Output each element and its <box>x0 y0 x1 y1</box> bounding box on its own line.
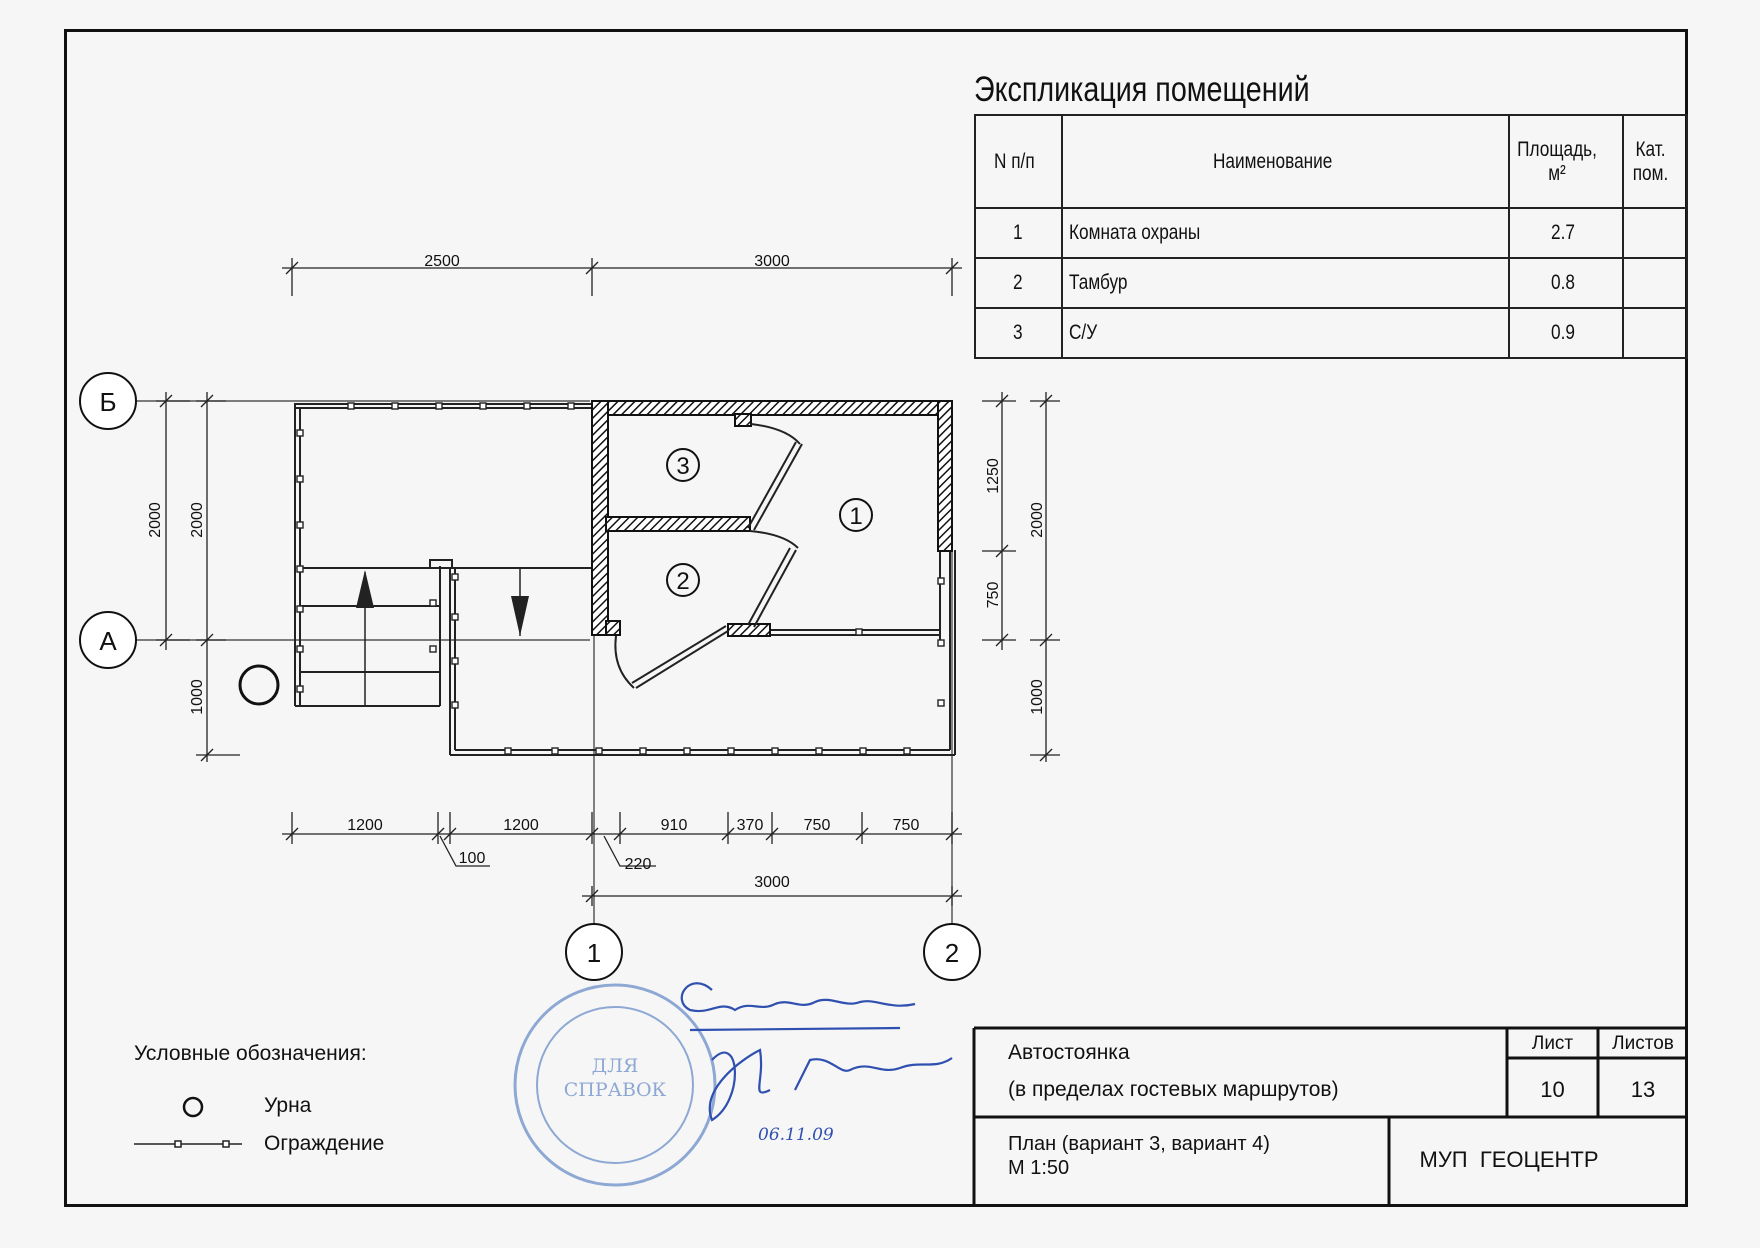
dim-bottom-1200-b: 1200 <box>503 817 539 834</box>
room-2-label: 2 <box>676 568 690 595</box>
legend-urn-label: Урна <box>264 1094 312 1117</box>
svg-text:СПРАВОК: СПРАВОК <box>563 1079 667 1101</box>
header-name: Наименование <box>1062 115 1509 208</box>
header-cat: Кат. пом. <box>1623 115 1687 208</box>
signature-date: 06.11.09 <box>758 1125 834 1145</box>
drawing-line-1: План (вариант 3, вариант 4) <box>1008 1133 1270 1155</box>
signature <box>682 983 952 1145</box>
dim-right-1000: 1000 <box>1029 679 1046 715</box>
row-num: 1 <box>975 208 1062 258</box>
dim-right-2000: 2000 <box>1029 502 1046 538</box>
dim-right-1250: 1250 <box>985 458 1002 494</box>
arrow-down-icon <box>511 596 529 636</box>
dim-top-3000: 3000 <box>754 253 790 270</box>
axis-a-label: А <box>99 626 117 656</box>
header-area: Площадь, м² <box>1509 115 1623 208</box>
legend-fence-label: Ограждение <box>264 1132 385 1155</box>
row-name: Тамбур <box>1062 258 1509 308</box>
dim-bottom-750-a: 750 <box>803 817 831 834</box>
fence-outline <box>295 404 955 755</box>
organization-name: МУП ГЕОЦЕНТР <box>1419 1147 1599 1172</box>
axis-2-label: 2 <box>944 938 960 968</box>
stairs-arrows <box>356 568 529 706</box>
axis-lines <box>136 401 952 960</box>
dim-left-1000: 1000 <box>189 679 206 715</box>
fence-posts <box>297 403 944 754</box>
sheets-total: 13 <box>1630 1077 1656 1102</box>
row-area: 2.7 <box>1509 208 1623 258</box>
project-line-1: Автостоянка <box>1008 1041 1130 1064</box>
row-area: 0.9 <box>1509 308 1623 358</box>
axis-bubbles <box>80 373 980 980</box>
sheet-label: Лист <box>1531 1033 1574 1054</box>
drawing-line-2: М 1:50 <box>1008 1157 1070 1179</box>
dim-bottom-370: 370 <box>736 817 764 834</box>
row-name: С/У <box>1062 308 1509 358</box>
doors <box>615 424 802 688</box>
dim-left-2000-outer: 2000 <box>147 502 164 538</box>
legend-title: Условные обозначения: <box>134 1042 367 1065</box>
dim-top-2500: 2500 <box>424 253 460 270</box>
legend-urn-icon <box>184 1098 202 1116</box>
building-walls <box>592 401 952 636</box>
row-name: Комната охраны <box>1062 208 1509 258</box>
dim-callout-220: 220 <box>624 856 652 873</box>
room-1-label: 1 <box>849 503 863 530</box>
dim-bottom-1200-a: 1200 <box>347 817 383 834</box>
urn-symbol <box>240 666 278 704</box>
dim-bottom-3000: 3000 <box>754 874 790 891</box>
dim-right-750: 750 <box>985 581 1002 609</box>
approval-seal <box>515 985 715 1185</box>
axis-b-label: Б <box>99 387 117 417</box>
room-3-label: 3 <box>676 453 690 480</box>
row-num: 3 <box>975 308 1062 358</box>
dim-bottom-750-b: 750 <box>892 817 920 834</box>
dim-left-2000-inner: 2000 <box>189 502 206 538</box>
header-num: N п/п <box>975 115 1062 208</box>
row-num: 2 <box>975 258 1062 308</box>
seal-text: ДЛЯ <box>591 1055 639 1077</box>
dim-callout-100: 100 <box>458 850 486 867</box>
row-area: 0.8 <box>1509 258 1623 308</box>
project-line-2: (в пределах гостевых маршрутов) <box>1008 1078 1339 1101</box>
legend-fence-icon <box>134 1141 242 1147</box>
explication-title: Экспликация помещений <box>974 70 1310 109</box>
arrow-up-icon <box>356 570 374 608</box>
sheet-number: 10 <box>1540 1077 1565 1102</box>
dim-bottom-910: 910 <box>660 817 688 834</box>
axis-1-label: 1 <box>586 938 602 968</box>
sheets-label: Листов <box>1612 1033 1674 1054</box>
